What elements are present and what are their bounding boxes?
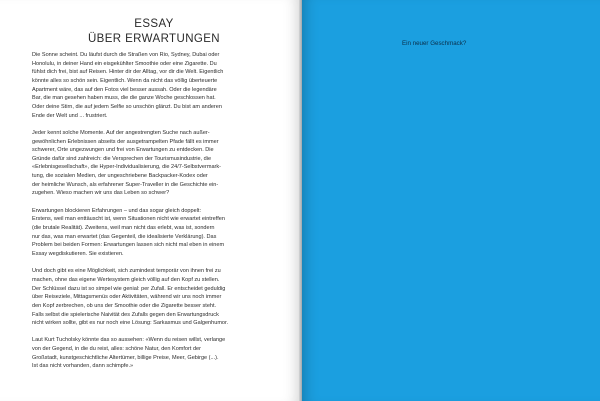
paragraph-3: [32, 207, 276, 259]
text-line: Und doch gibt es eine Möglichkeit, sich zumindest temporär von ihnen frei zu: [32, 268, 221, 275]
essay-title: [32, 17, 276, 46]
text-line: Großstadt, kunstgeschichtliche Altertümer, billige Preise, Meer, Gebirge (...).: [32, 354, 219, 361]
text-line: zugehen. Wieso machen wir uns das Leben so schwer?: [32, 190, 170, 197]
text-line: nur das, was man erwartet (das Gegenteil, die idealisierte Verklärung). Das: [32, 233, 217, 240]
text-line: Ende der Welt und ... frustriert.: [32, 112, 108, 119]
text-line: Oder deine Stirn, die auf jedem Selfie so unschön glänzt. Du bist am anderen: [32, 103, 222, 110]
essay-body: [32, 51, 276, 380]
text-line: Problem bei beiden Formen: Erwartungen lassen sich nicht mal eben in einem: [32, 242, 225, 249]
text-line: Die Sonne scheint. Du läufst durch die Straßen von Rio, Sydney, Dubai oder: [32, 52, 220, 58]
text-line: (die brutale Realität). Zweitens, weil man nicht das erlebt, was ist, sondern: [32, 225, 215, 231]
text-line: Laut Kurt Tucholsky könnte das so aussehen: «Wenn du reisen willst, verlange: [32, 337, 226, 344]
text-line: von der Gegend, in die du reist, alles: schöne Natur, den Komfort der: [32, 346, 201, 353]
text-line: Apartment wäre, das auf den Fotos viel besser aussah. Oder die legendäre: [32, 86, 217, 93]
right-page: [302, 0, 600, 401]
text-line: Essay wegdiskutieren. Sie existieren.: [32, 250, 124, 257]
paragraph-2: [32, 129, 276, 198]
text-line: Honolulu, in deiner Hand ein eisgekühlter Smoothie oder eine Zigarette. Du: [32, 60, 217, 67]
paragraph-4: [32, 267, 276, 328]
text-line: der heimliche Wunsch, als erfahrener Super-Traveller in die Geschichte ein-: [32, 181, 219, 188]
title-line-1: ESSAY: [134, 18, 174, 30]
text-line: könnte alles so schön sein. Eigentlich. Wenn da nicht das völlig überteuerte: [32, 77, 218, 84]
right-page-headline: Ein neuer Geschmack?: [402, 40, 467, 47]
text-line: Ist das nicht vorhanden, dann schimpfe.»: [32, 363, 134, 370]
title-line-2: ÜBER ERWARTUNGEN: [87, 32, 221, 45]
text-line: Der Schlüssel dazu ist so simpel wie genial: per Zufall. Er entscheidet geduldig: [32, 285, 226, 292]
text-line: Bar, die man gesehen haben muss, die die ganze Woche geschlossen hat.: [32, 95, 216, 102]
text-line: nicht wirken sollte, gibt es nur noch eine Lösung: Sarkasmus und Galgenhumor.: [32, 320, 229, 327]
text-line: tung, die sozialen Medien, der ungeschriebene Backpacker-Kodex oder: [32, 173, 208, 180]
paragraph-5: [32, 336, 276, 371]
text-line: den Kopf zerbrechen, ob uns der Smoothie oder die Zigarette besser steht.: [32, 302, 217, 309]
text-line: Gründe dafür sind zahlreich: die Versprechen der Tourismusindustrie, die: [32, 155, 212, 162]
text-line: machen, ohne das eigene Wertesystem gleich völlig auf den Kopf zu stellen.: [32, 276, 220, 283]
text-line: Erstens, weil man enttäuscht ist, wenn Situationen nicht wie erwartet eintreffen: [32, 216, 225, 223]
text-line: über Reiseziele, Mittagsmenüs oder Aktivitäten, während wir uns noch immer: [32, 294, 222, 301]
text-line: Jeder kennt solche Momente. Auf der angestrengten Suche nach außer-: [32, 129, 210, 136]
text-line: gewöhnlichen Erlebnissen abseits der ausgetrampelten Pfade fällt es immer: [32, 138, 219, 145]
text-line: «Erlebnisgesellschaft», die Hyper-Individualisierung, die 24/7-Selbstvermark-: [32, 164, 221, 171]
paragraph-1: [32, 51, 276, 120]
text-line: Erwartungen blockieren Erfahrungen – und das sogar gleich doppelt:: [32, 207, 201, 214]
text-line: Falls selbst die spielerische Naivität des Zufalls gegen den Erwartungsdruck: [32, 311, 219, 318]
text-line: fühlst dich frei, bist auf Reisen. Hinter dir der Alltag, vor dir die Welt. Eigentlich: [32, 69, 224, 76]
text-line: schwerer, Orte ungezwungen und frei von Erwartungen zu entdecken. Die: [32, 147, 214, 154]
